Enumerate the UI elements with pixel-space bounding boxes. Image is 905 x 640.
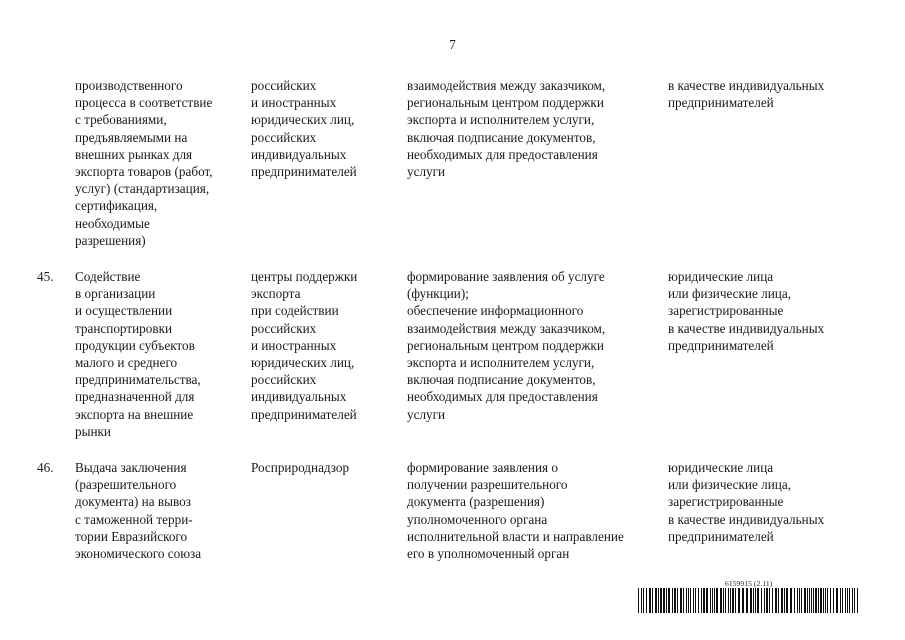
provider: Росприроднадзор <box>251 460 350 475</box>
row-number: 45. <box>37 269 54 284</box>
row-number: 46. <box>37 460 54 475</box>
barcode-image <box>638 588 860 613</box>
service-recipients: юридические лица или физические лица, зарегистрированные в качестве индивидуальных предпринимателей <box>668 269 825 353</box>
service-works: формирование заявления об услуге (функции); обеспечение информационного взаимодействия между заказчиком, региональным центром поддержки экспорта и исполнителем услуги, включая подписание документов, необходимых для предоставления услуги <box>407 269 606 422</box>
service-recipients: в качестве индивидуальных предпринимателей <box>668 78 825 111</box>
provider: центры поддержки экспорта при содействии российских и иностранных юридических лиц, российских индивидуальных предпринимателей <box>251 269 358 422</box>
service-name: Содействие в организации и осуществлении транспортировки продукции субъектов малого и среднего предпринимательства, предназначенной для экспорта на внешние рынки <box>75 269 201 439</box>
service-name: Выдача заключения (разрешительного документа) на вывоз с таможенной терри- тории Евразийского экономического союза <box>75 460 202 562</box>
service-works: формирование заявления о получении разрешительного документа (разрешения) уполномоченного органа исполнительной власти и направление его в уполномоченный орган <box>407 460 624 562</box>
barcode-label: 6159915 (2.11) <box>725 579 773 588</box>
service-name: производственного процесса в соответствие с требованиями, предъявляемыми на внешних рынках для экспорта товаров (работ, услуг) (стандартизация, сертификация, необходимые разрешения) <box>75 78 213 248</box>
service-works: взаимодействия между заказчиком, региональным центром поддержки экспорта и исполнителем услуги, включая подписание документов, необходимых для предоставления услуги <box>407 78 606 180</box>
service-recipients: юридические лица или физические лица, зарегистрированные в качестве индивидуальных предпринимателей <box>668 460 825 544</box>
page-number: 7 <box>449 37 456 52</box>
provider: российских и иностранных юридических лиц, российских индивидуальных предпринимателей <box>251 78 357 180</box>
